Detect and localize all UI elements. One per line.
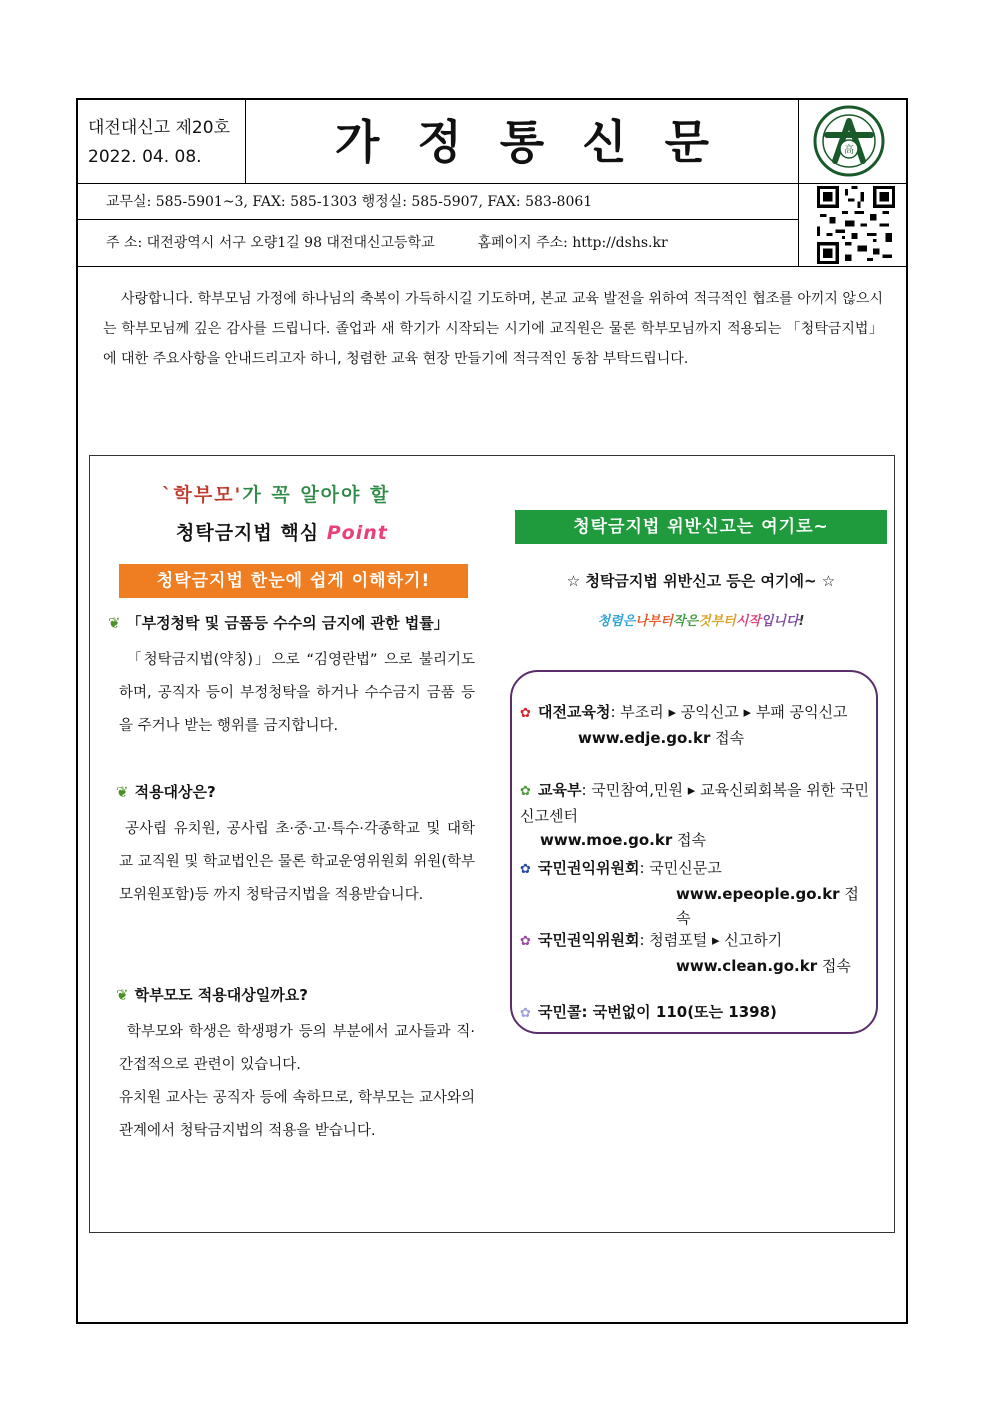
- section-3-title: [116, 984, 308, 1005]
- slogan-word: 것부터: [698, 614, 736, 629]
- leaf-icon: ❦: [108, 614, 121, 632]
- report-item: [520, 1000, 870, 1026]
- header: [78, 100, 906, 184]
- green-banner: 청탁금지법 위반신고는 여기로~: [515, 510, 887, 544]
- info-divider: [78, 266, 906, 267]
- slogan: [515, 610, 887, 629]
- section-3-body-1: 학부모와 학생은 학생평가 등의 부분에서 교사들과 직·간접적으로 관련이 있습니다.: [119, 1024, 475, 1073]
- homepage-link[interactable]: 홈페이지 주소: http://dshs.kr: [477, 235, 668, 251]
- flower-icon: ✿: [520, 784, 531, 799]
- report-tail: 접속: [715, 729, 745, 747]
- school-logo-icon: [813, 105, 885, 177]
- report-path: : 국민신문고: [639, 859, 722, 877]
- content-box: [89, 455, 895, 1233]
- report-org: 국민콜: [538, 1003, 582, 1021]
- report-tail: 접속: [677, 831, 706, 849]
- flower-icon: ✿: [520, 862, 531, 877]
- report-item: [520, 856, 870, 930]
- report-org: 국민권익위원회: [538, 931, 640, 949]
- left-lead-2: [176, 518, 388, 545]
- page-title: 가정통신문: [334, 115, 748, 169]
- address-line: [78, 220, 798, 266]
- report-tail: 접속: [676, 885, 859, 927]
- slogan-word: 청렴은: [597, 614, 636, 629]
- report-path: : 청렴포털 ▸ 신고하기: [639, 931, 783, 949]
- report-url[interactable]: www.clean.go.kr: [676, 957, 818, 975]
- lead2-point: Point: [326, 522, 388, 544]
- report-item: [520, 778, 870, 852]
- office-contact: 교무실: 585-5901~3, FAX: 585-1303 행정실: 585-5907, FAX: 583-8061: [78, 184, 798, 220]
- section-1-title: [108, 612, 449, 633]
- flower-icon: ✿: [520, 1006, 531, 1021]
- address: 주 소: 대전광역시 서구 오량1길 98 대전대신고등학교: [106, 235, 435, 251]
- report-channels-box: [510, 670, 878, 1034]
- qr-code-icon[interactable]: [817, 186, 895, 264]
- report-org: 교육부: [538, 781, 582, 799]
- slogan-word: !: [798, 614, 805, 629]
- issue-date: 2022. 04. 08.: [88, 147, 202, 167]
- section-3-body-2: 유치원 교사는 공직자 등에 속하므로, 학부모는 교사와의 관계에서 청탁금지법의 적용을 받습니다.: [119, 1090, 475, 1139]
- flower-icon: ✿: [520, 934, 531, 949]
- logo-text: 高: [844, 145, 854, 156]
- leaf-icon: ❦: [116, 783, 129, 801]
- lead-quote: `학부모': [162, 484, 243, 506]
- slogan-word: 작은: [672, 614, 699, 629]
- leaf-icon: ❦: [116, 986, 129, 1004]
- newsletter-frame: [76, 98, 908, 1324]
- section-1-body: 「청탁금지법(약칭)」으로 “김영란법” 으로 불리기도 하며, 공직자 등이 부정청탁을 하거나 수수금지 금품 등을 주거나 받는 행위를 금지합니다.: [119, 652, 475, 734]
- report-url[interactable]: www.epeople.go.kr: [676, 885, 840, 903]
- left-lead-1: [162, 480, 390, 507]
- report-title: ☆ 청탁금지법 위반신고 등은 여기에~ ☆: [566, 572, 836, 590]
- report-item: [520, 700, 870, 750]
- report-org: 대전교육청: [538, 703, 611, 721]
- section-2-title-text: 적용대상은?: [134, 783, 216, 801]
- report-path: : 부조리 ▸ 공익신고 ▸ 부패 공익신고: [610, 703, 848, 721]
- logo-cell: [798, 100, 906, 184]
- issue-number: 대전대신고 제20호: [88, 118, 230, 138]
- flower-icon: ✿: [520, 706, 531, 721]
- section-2-body: 공사립 유치원, 공사립 초·중·고·특수·각종학교 및 대학교 교직원 및 학교법인은 물론 학교운영위원회 위원(학부모위원포함)등 까지 청탁금지법을 적용받습니다.: [119, 821, 475, 903]
- slogan-word: 나부터: [635, 614, 673, 629]
- section-2-title: [116, 781, 216, 802]
- slogan-word: 입니다: [760, 614, 799, 629]
- intro-paragraph: 사랑합니다. 학부모님 가정에 하나님의 축복이 가득하시길 기도하며, 본교 교육 발전을 위하여 적극적인 협조를 아끼지 않으시는 학부모님께 깊은 감사를 드립니다. 졸업과 새 학기가 시작되는 시기에 교직원은 물론 학부모님까지 적용되는 「청탁금지법」에 대한 주요사항을 안내드리고자 하니, 청렴한 교육 현장 만들기에 적극적인 동참 부탁드립니다.: [103, 291, 883, 367]
- section-1-title-text: 「부정청탁 및 금품등 수수의 금지에 관한 법률」: [126, 614, 449, 632]
- report-tail: 접속: [821, 957, 851, 975]
- report-path: : 국민참여,민원 ▸ 교육신뢰회복을 위한 국민신고센터: [520, 781, 870, 825]
- section-3-title-text: 학부모도 적용대상일까요?: [134, 986, 308, 1004]
- issue-info: [78, 100, 246, 184]
- orange-banner: 청탁금지법 한눈에 쉽게 이해하기!: [119, 564, 468, 598]
- report-org: 국민권익위원회: [538, 859, 640, 877]
- lead2-text: 청탁금지법 핵심: [176, 522, 327, 544]
- slogan-word: 시작: [735, 614, 761, 629]
- report-path: : 국번없이 110(또는 1398): [581, 1003, 777, 1021]
- lead-rest: 가 꼭 알아야 할: [242, 484, 391, 506]
- qr-cell: [798, 184, 906, 266]
- report-url[interactable]: www.moe.go.kr: [540, 831, 673, 849]
- report-url[interactable]: www.edje.go.kr: [578, 729, 711, 747]
- report-item: [520, 928, 870, 978]
